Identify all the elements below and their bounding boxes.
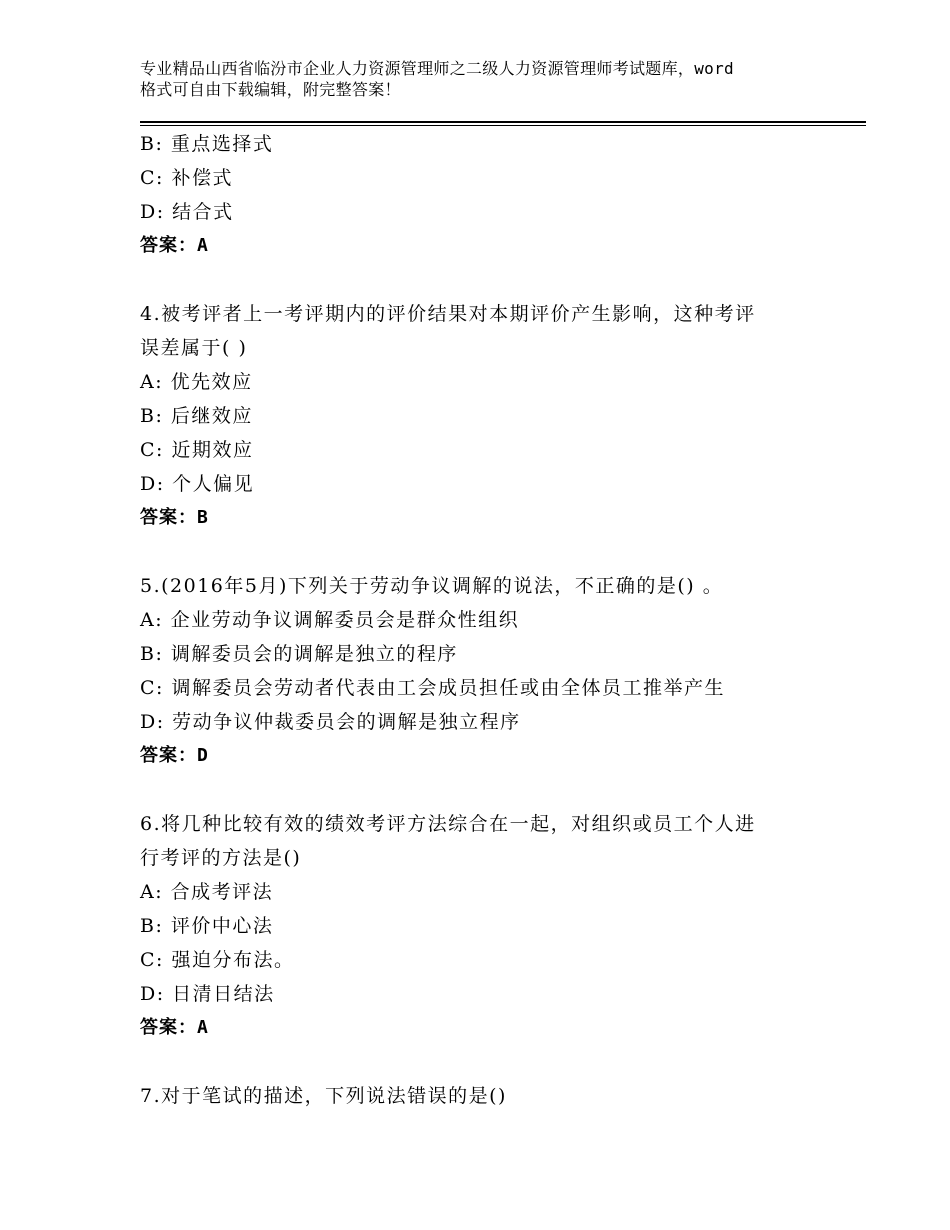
header-rule-thin [140,125,866,126]
header-line-2: 格式可自由下载编辑，附完整答案！ [140,80,401,99]
question-5 [140,569,830,773]
spacer [140,535,830,569]
option-d: D: 劳动争议仲裁委员会的调解是独立程序 [140,711,521,733]
document-header [140,58,830,100]
header-rule-thick [140,121,866,123]
option-a: A: 企业劳动争议调解委员会是群众性组织 [140,609,520,631]
question-stem: 4.被考评者上一考评期内的评价结果对本期评价产生影响，这种考评 [140,303,756,325]
option-b: B: 重点选择式 [140,133,274,155]
answer: 答案：A [140,235,209,256]
answer: 答案：B [140,507,209,528]
option-c: C: 近期效应 [140,439,254,461]
spacer [140,1045,830,1079]
question-7 [140,1079,830,1113]
question-stem: 6.将几种比较有效的绩效考评方法综合在一起，对组织或员工个人进 [140,813,756,835]
spacer [140,263,830,297]
option-a: A: 合成考评法 [140,881,274,903]
question-stem-cont: 行考评的方法是() [140,847,302,869]
question-6 [140,807,830,1045]
option-c: C: 补偿式 [140,167,233,189]
answer: 答案：D [140,745,209,766]
question-4 [140,297,830,535]
option-a: A: 优先效应 [140,371,253,393]
header-line-1: 专业精品山西省临汾市企业人力资源管理师之二级人力资源管理师考试题库，word [140,59,734,78]
option-b: B: 调解委员会的调解是独立的程序 [140,643,458,665]
option-d: D: 个人偏见 [140,473,255,495]
spacer [140,773,830,807]
question-stem: 5.(2016年5月)下列关于劳动争议调解的说法，不正确的是() 。 [140,575,724,597]
option-b: B: 评价中心法 [140,915,274,937]
question-stem: 7.对于笔试的描述，下列说法错误的是() [140,1085,507,1107]
question-3 [140,127,830,263]
option-c: C: 强迫分布法。 [140,949,295,971]
option-d: D: 结合式 [140,201,234,223]
question-stem-cont: 误差属于( ) [140,337,248,359]
answer: 答案：A [140,1017,209,1038]
question-list [140,127,830,1113]
option-b: B: 后继效应 [140,405,253,427]
option-c: C: 调解委员会劳动者代表由工会成员担任或由全体员工推举产生 [140,677,725,699]
option-d: D: 日清日结法 [140,983,275,1005]
